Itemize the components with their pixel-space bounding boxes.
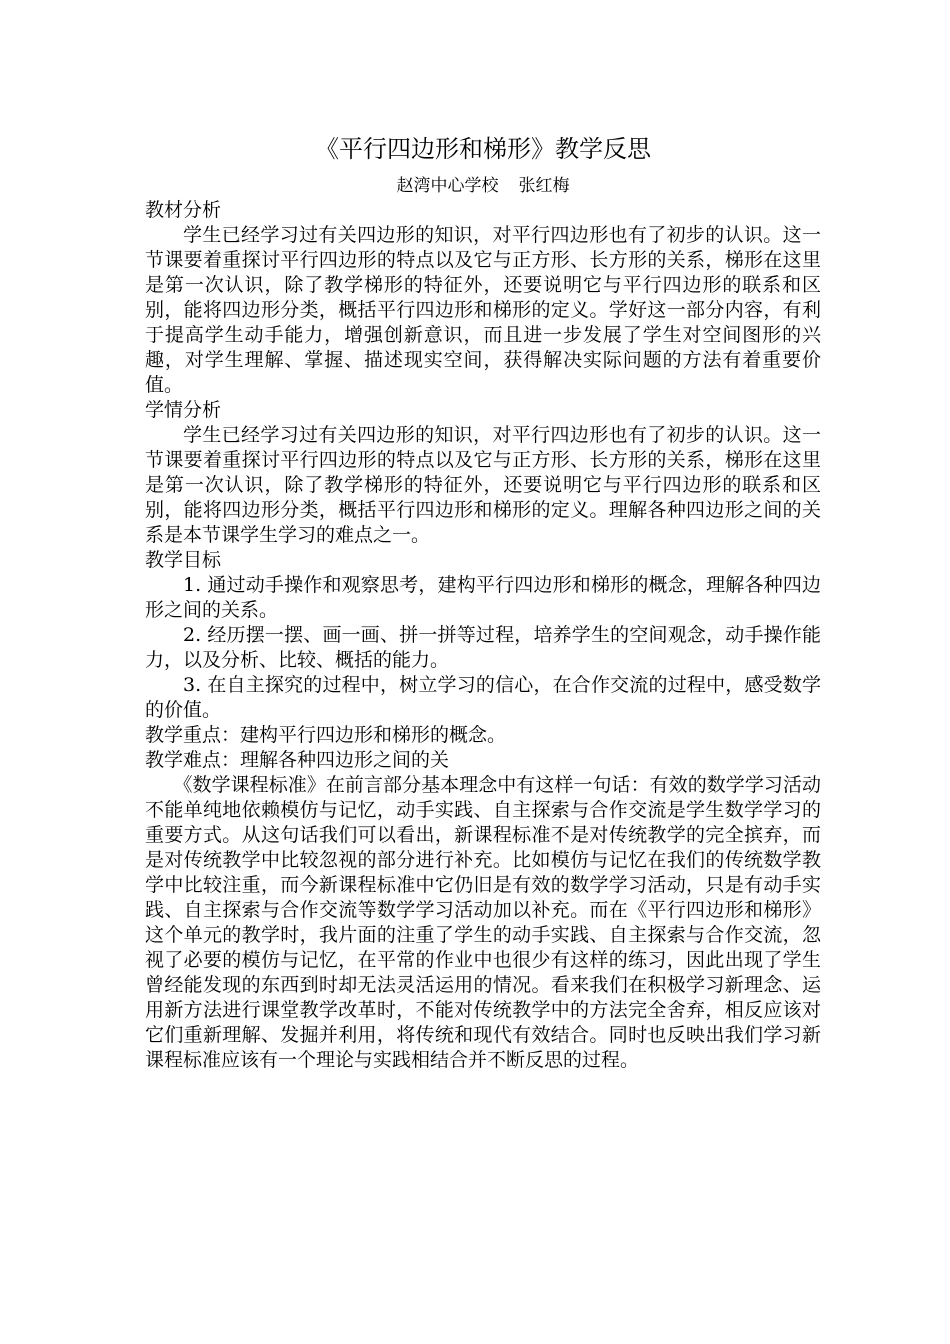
author-school: 赵湾中心学校 bbox=[396, 176, 499, 196]
learner-analysis-text: 学生已经学习过有关四边形的知识，对平行四边形也有了初步的认识。这一节课要着重探讨平行四边形的特点以及它与正方形、长方形的关系，梯形在这里是第一次认识，除了教学梯形的特征外，还要说明它与平行四边形的联系和区别，能将四边形分类，概括平行四边形和梯形的定义。理解各种四边形之间的关系是本节课学生学习的难点之一。 bbox=[145, 424, 821, 546]
author-line bbox=[145, 174, 821, 198]
material-analysis-heading: 教材分析 bbox=[145, 199, 222, 221]
teaching-goal-item: 3. 在自主探究的过程中，树立学习的信心，在合作交流的过程中，感受数学的价值。 bbox=[145, 674, 821, 721]
document-title: 《平行四边形和梯形》教学反思 bbox=[315, 135, 651, 163]
teaching-goals-heading: 教学目标 bbox=[145, 549, 222, 571]
material-analysis-text: 学生已经学习过有关四边形的知识，对平行四边形也有了初步的认识。这一节课要着重探讨平行四边形的特点以及它与正方形、长方形的关系，梯形在这里是第一次认识，除了教学梯形的特征外，还要说明它与平行四边形的联系和区别，能将四边形分类，概括平行四边形和梯形的定义。学好这一部分内容，有利于提高学生动手能力，增强创新意识，而且进一步发展了学生对空间图形的兴趣，对学生理解、掌握、描述现实空间，获得解决实际问题的方法有着重要价值。 bbox=[145, 224, 821, 396]
teaching-goal-item: 1. 通过动手操作和观察思考，建构平行四边形和梯形的概念，理解各种四边形之间的关系。 bbox=[145, 574, 821, 621]
teaching-goal-item: 2. 经历摆一摆、画一画、拼一拼等过程，培养学生的空间观念，动手操作能力，以及分析、比较、概括的能力。 bbox=[145, 624, 821, 671]
reflection-text: 《数学课程标准》在前言部分基本理念中有这样一句话：有效的数学学习活动不能单纯地依赖模仿与记忆，动手实践、自主探索与合作交流是学生数学学习的重要方式。从这句话我们可以看出，新课程标准不是对传统教学的完全摈弃，而是对传统教学中比较忽视的部分进行补充。比如模仿与记忆在我们的传统数学教学中比较注重，而今新课程标准中它仍旧是有效的数学学习活动，只是有动手实践、自主探索与合作交流等数学学习活动加以补充。而在《平行四边形和梯形》这个单元的教学时，我片面的注重了学生的动手实践、自主探索与合作交流，忽视了必要的模仿与记忆，在平常的作业中也很少有这样的练习，因此出现了学生曾经能发现的东西到时却无法灵活运用的情况。看来我们在积极学习新理念、运用新方法进行课堂教学改革时，不能对传统教学中的方法完全舍弃，相反应该对它们重新理解、发掘并利用，将传统和现代有效结合。同时也反映出我们学习新课程标准应该有一个理论与实践相结合并不断反思的过程。 bbox=[145, 774, 821, 1071]
document-body bbox=[145, 132, 821, 1073]
teaching-key-point: 教学重点：建构平行四边形和梯形的概念。 bbox=[145, 724, 507, 746]
learner-analysis-heading: 学情分析 bbox=[145, 399, 222, 421]
teaching-difficulty: 教学难点：理解各种四边形之间的关 bbox=[145, 749, 450, 771]
author-name: 张红梅 bbox=[518, 176, 570, 196]
